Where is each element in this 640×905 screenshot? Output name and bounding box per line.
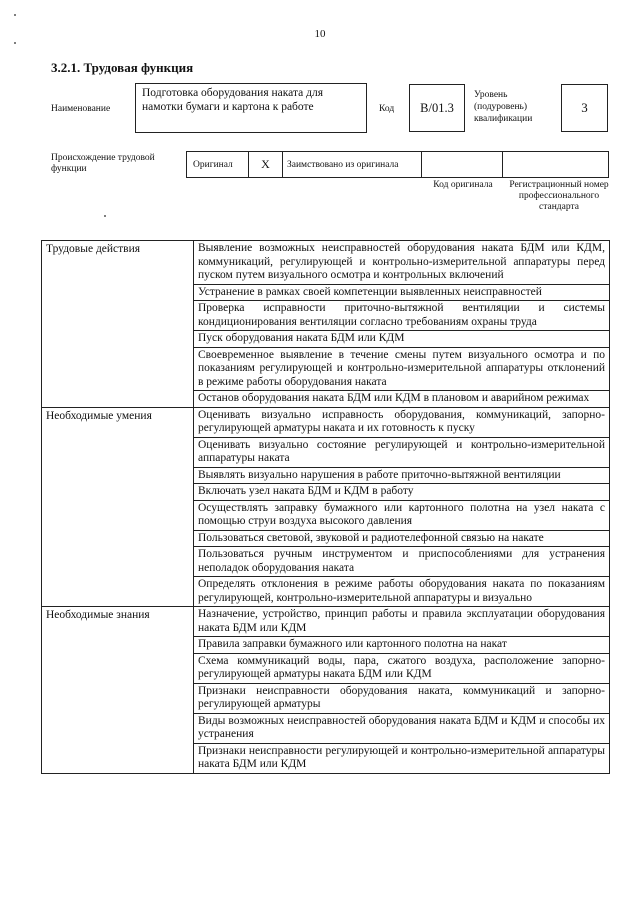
list-item: Схема коммуникаций воды, пара, сжатого воздуха, расположение запорно-регулирующей арматуры наката БДМ или КДМ (194, 654, 609, 684)
list-item: Осуществлять заправку бумажного или картонного полотна на узел наката с помощью струи воздуха высокого давления (194, 501, 609, 531)
list-item: Выявлять визуально нарушения в работе приточно-вытяжной вентиляции (194, 468, 609, 485)
list-item: Включать узел наката БДМ и КДМ в работу (194, 484, 609, 501)
origin-row (186, 151, 609, 178)
function-name-box: Подготовка оборудования наката для намотки бумаги и картона к работе (135, 83, 367, 133)
borrowed-label: Заимствовано из оригинала (283, 152, 422, 177)
list-item: Проверка исправности приточно-вытяжной вентиляции и системы кондиционирования вентиляции согласно требованиям охраны труда (194, 301, 609, 331)
qualification-level-box: 3 (561, 84, 608, 132)
original-label: Оригинал (187, 152, 249, 177)
list-item: Правила заправки бумажного или картонного полотна на накат (194, 637, 609, 654)
list-item: Виды возможных неисправностей оборудования наката БДМ и КДМ и способы их устранения (194, 714, 609, 744)
list-item: Признаки неисправности регулирующей и контрольно-измерительной аппаратуры наката БДМ или КДМ (198, 744, 605, 770)
list-item: Выявление возможных неисправностей оборудования наката БДМ или КДМ, коммуникаций, регулирующей и контрольно-измерительной аппаратуры перед пуском путем визуального осмотра и контрольных включений (194, 241, 609, 285)
scan-speck (14, 42, 16, 44)
items-cell (194, 407, 610, 607)
reg-number-cell (503, 152, 608, 177)
code-original-label: Код оригинала (433, 180, 493, 190)
list-item: Оценивать визуально состояние регулирующей и контрольно-измерительной аппаратуры наката (194, 438, 609, 468)
section-title: 3.2.1. Трудовая функция (51, 60, 194, 75)
list-item: Определять отклонения в режиме работы оборудования наката по показаниям регулирующей, контрольно-измерительной аппаратуры и визуально (198, 578, 605, 604)
origin-label: Происхождение трудовой функции (51, 153, 155, 174)
page-number: 10 (314, 28, 326, 40)
list-item: Признаки неисправности оборудования наката, коммуникаций и запорно-регулирующей арматуры (194, 684, 609, 714)
table-row (42, 607, 610, 774)
category-cell: Необходимые знания (42, 607, 194, 774)
items-cell (194, 607, 610, 774)
items-cell (194, 241, 610, 408)
code-original-cell (422, 152, 503, 177)
function-table (41, 240, 610, 774)
list-item: Своевременное выявление в течение смены путем визуального осмотра и по показаниям регулирующей и контрольно-измерительной аппаратуры отклонений в режиме работы оборудования наката (194, 348, 609, 392)
table-row (42, 241, 610, 408)
code-label: Код (379, 104, 395, 114)
table-row (42, 407, 610, 607)
list-item: Оценивать визуально исправность оборудования, коммуникаций, запорно-регулирующей арматуры наката и их готовность к пуску (194, 408, 609, 438)
name-label: Наименование (51, 104, 111, 114)
scan-speck (104, 215, 106, 217)
category-cell: Необходимые умения (42, 407, 194, 607)
list-item: Останов оборудования наката БДМ или КДМ в плановом и аварийном режимах (198, 392, 590, 404)
scan-speck (14, 14, 16, 16)
list-item: Назначение, устройство, принцип работы и правила эксплуатации оборудования наката БДМ или КДМ (194, 607, 609, 637)
qualification-level-label: Уровень (подуровень) квалификации (474, 90, 533, 124)
list-item: Пользоваться ручным инструментом и приспособлениями для устранения неполадок оборудования наката (194, 547, 609, 577)
list-item: Устранение в рамках своей компетенции выявленных неисправностей (194, 285, 609, 302)
reg-number-label: Регистрационный номер профессионального стандарта (509, 180, 609, 212)
list-item: Пуск оборудования наката БДМ или КДМ (194, 331, 609, 348)
function-code-box: B/01.3 (409, 84, 465, 132)
list-item: Пользоваться световой, звуковой и радиотелефонной связью на накате (194, 531, 609, 548)
original-mark: X (249, 152, 283, 177)
category-cell: Трудовые действия (42, 241, 194, 408)
